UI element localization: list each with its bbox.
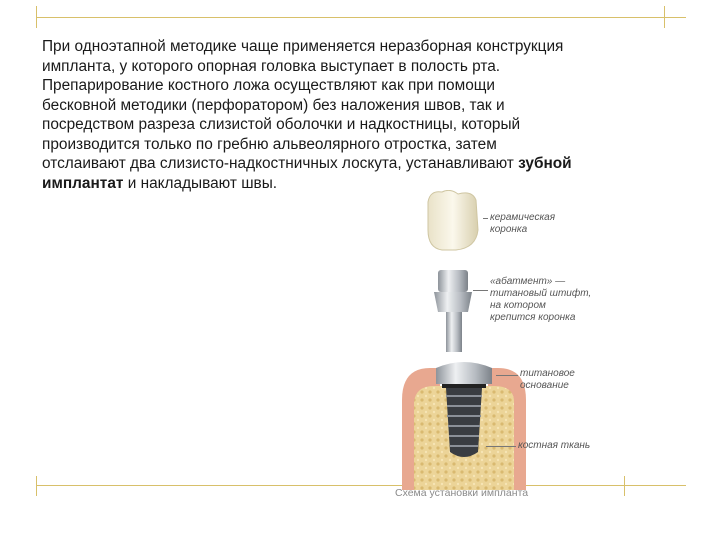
text-line: производится только по гребню альвеолярного отростка, затем <box>42 135 497 153</box>
leader-abutment <box>473 290 488 291</box>
leader-crown <box>483 218 488 219</box>
body-paragraph <box>42 37 672 193</box>
abutment <box>434 270 472 352</box>
label-abutment: «абатмент» — титановый штифт, на котором крепится коронка <box>490 276 592 323</box>
label-bone: костная ткань <box>518 440 591 451</box>
text-line: отслаивают два слизисто-надкостничных лоскута, устанавливают <box>42 155 519 172</box>
text-line: При одноэтапной методике чаще применяется неразборная конструкция <box>42 38 564 55</box>
highlight-term: имплантат <box>42 174 124 192</box>
top-left-tick <box>36 6 37 28</box>
label-base: титановое основание <box>520 368 575 391</box>
top-right-tick <box>664 6 665 28</box>
text-line: импланта, у которого опорная головка выступает в полость рта. <box>42 57 501 75</box>
ceramic-crown <box>428 190 478 250</box>
text-line: бесковной методики (перфоратором) без наложения швов, так и <box>42 96 505 114</box>
diagram-caption: Схема установки импланта <box>395 487 529 499</box>
text-line: посредством разреза слизистой оболочки и надкостницы, который <box>42 116 521 133</box>
highlight-term: зубной <box>518 155 572 172</box>
implant-diagram <box>380 190 640 500</box>
top-rule <box>36 17 686 18</box>
bottom-left-tick <box>36 476 37 496</box>
text-line: и накладывают швы. <box>123 174 278 192</box>
label-crown: керамическая коронка <box>490 212 556 235</box>
text-line: Препарирование костного ложа осуществляют как при помощи <box>42 77 496 94</box>
leader-bone <box>486 446 516 447</box>
leader-base <box>496 375 518 376</box>
